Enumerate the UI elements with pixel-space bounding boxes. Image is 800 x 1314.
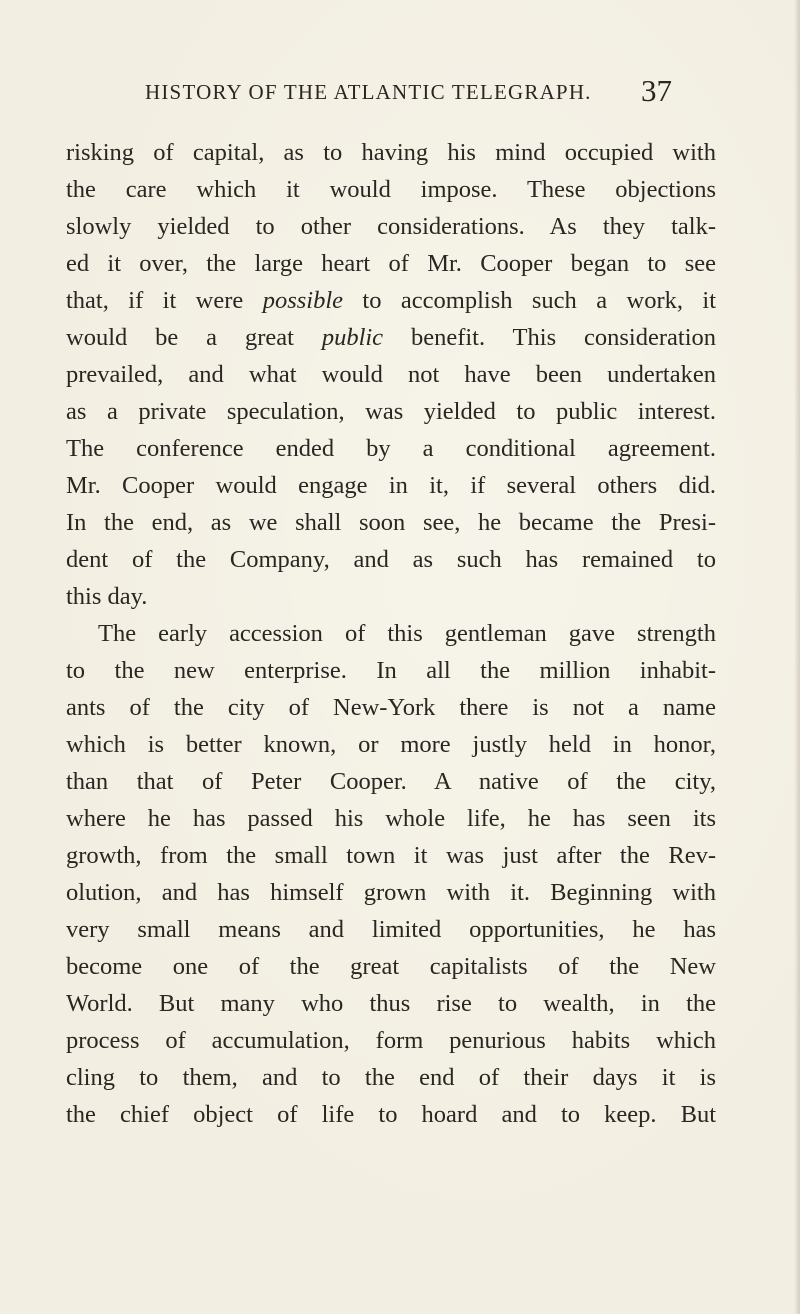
running-head: [0, 73, 800, 118]
text-segment: to accomplish such a work, it: [343, 287, 716, 314]
italic-word: possible: [262, 287, 344, 314]
text-line: ed it over, the large heart of Mr. Cooper began to see: [66, 250, 716, 277]
text-line: [66, 282, 716, 319]
text-line: The conference ended by a conditional agreement.: [66, 435, 716, 462]
text-line: Mr. Cooper would engage in it, if several others did.: [66, 472, 716, 499]
text-line: slowly yielded to other considerations. As they talk-: [66, 213, 716, 240]
text-line: process of accumulation, form penurious habits which: [66, 1027, 716, 1054]
text-line: this day.: [66, 583, 148, 610]
text-line: as a private speculation, was yielded to public interest.: [66, 398, 716, 425]
text-line: growth, from the small town it was just after the Rev-: [66, 842, 716, 869]
italic-word: public: [321, 324, 384, 351]
text-line: risking of capital, as to having his mind occupied with: [66, 139, 716, 166]
text-segment: that, if it were: [66, 287, 263, 314]
text-line: the chief object of life to hoard and to keep. But: [66, 1101, 716, 1128]
text-line: very small means and limited opportunities, he has: [66, 916, 716, 943]
text-line: prevailed, and what would not have been undertaken: [66, 361, 716, 388]
text-line: [66, 319, 716, 356]
page-number: 37: [641, 73, 672, 108]
page-edge-shadow: [794, 0, 800, 1314]
text-line: ants of the city of New-York there is not a name: [66, 694, 716, 721]
text-segment: benefit. This consideration: [383, 324, 717, 351]
text-line: In the end, as we shall soon see, he became the Presi-: [66, 509, 716, 536]
text-line: where he has passed his whole life, he has seen its: [66, 805, 716, 832]
text-line: to the new enterprise. In all the million inhabit-: [66, 657, 716, 684]
text-line: the care which it would impose. These objections: [66, 176, 716, 203]
text-line: which is better known, or more justly held in honor,: [66, 731, 716, 758]
text-line: World. But many who thus rise to wealth, in the: [66, 990, 716, 1017]
text-line: olution, and has himself grown with it. Beginning with: [66, 879, 716, 906]
text-line: cling to them, and to the end of their days it is: [66, 1064, 716, 1091]
text-segment: would be a great: [66, 324, 322, 351]
body-text: [66, 134, 716, 1133]
text-line: become one of the great capitalists of the New: [66, 953, 716, 980]
text-line: than that of Peter Cooper. A native of the city,: [66, 768, 716, 795]
text-line: dent of the Company, and as such has remained to: [66, 546, 716, 573]
text-line: The early accession of this gentleman gave strength: [98, 620, 716, 647]
running-title: HISTORY OF THE ATLANTIC TELEGRAPH.: [145, 80, 592, 104]
